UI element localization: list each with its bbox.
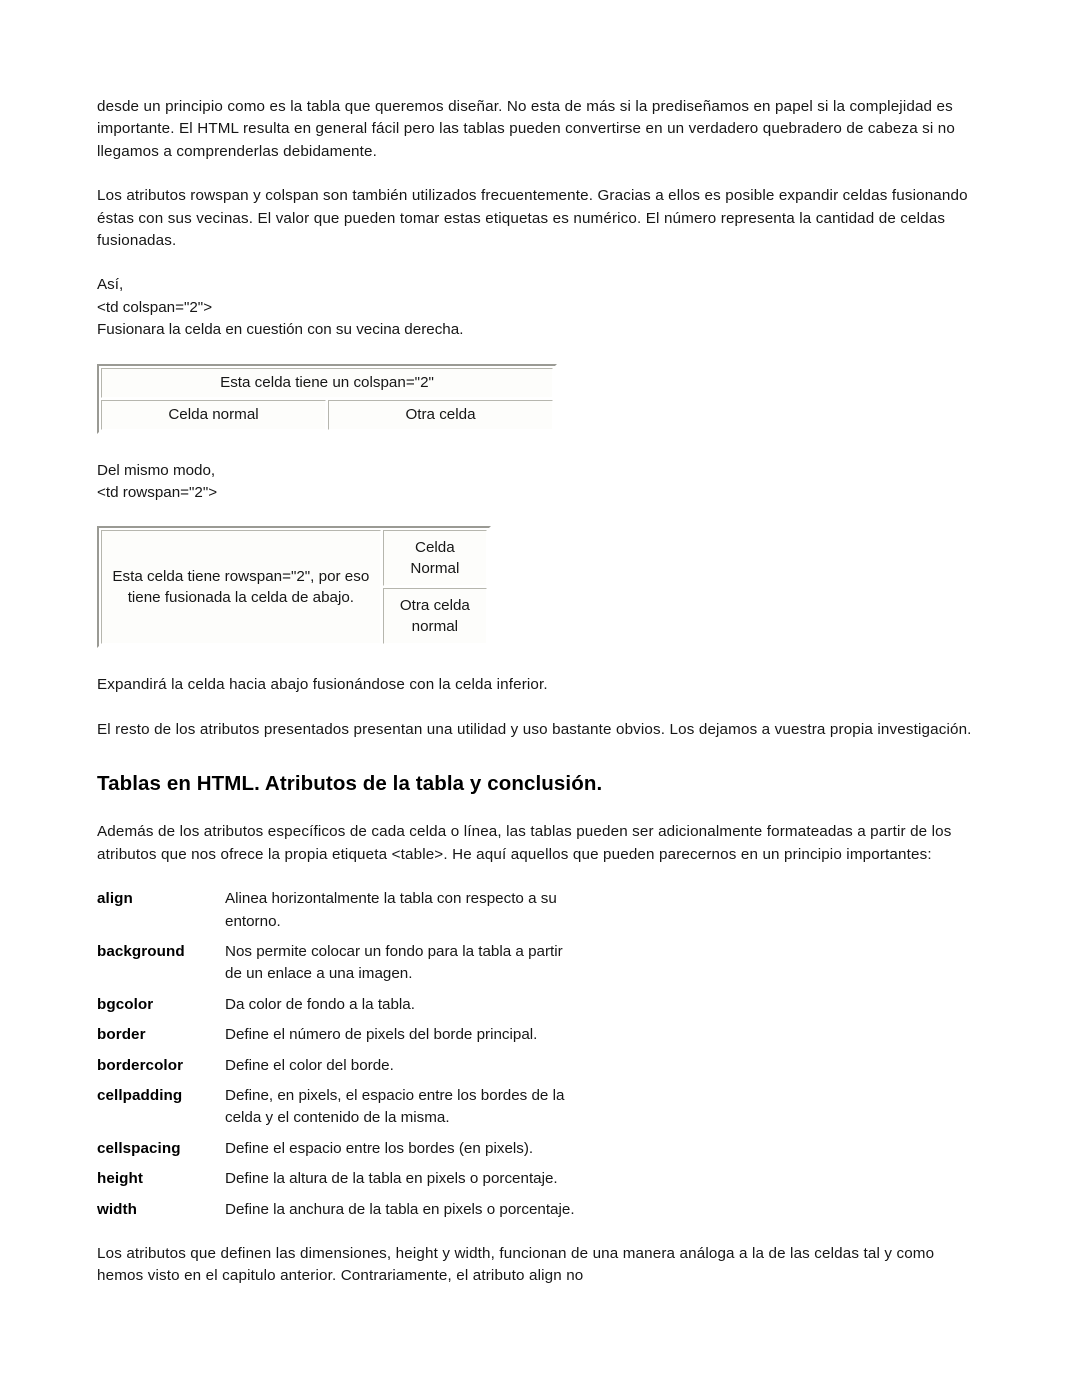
colspan-cell-left: Celda normal xyxy=(101,400,326,430)
paragraph-expandira: Expandirá la celda hacia abajo fusionándose con la celda inferior. xyxy=(97,676,548,694)
attribute-definition-line-2: de un enlace a una imagen. xyxy=(225,965,413,983)
attribute-row xyxy=(97,1138,988,1160)
attribute-definition xyxy=(225,1024,537,1046)
rowspan-merged-line-2: por eso tiene fusionada la xyxy=(127,568,370,607)
attribute-definition-line-1: Define la altura de la tabla en pixels o porcentaje. xyxy=(225,1170,558,1188)
side-cell-top-line-1: Celda xyxy=(415,539,455,557)
colspan-intro-line-3: Fusionara la celda en cuestión con su vecina derecha. xyxy=(97,321,464,339)
rowspan-intro-line-1: Del mismo modo, xyxy=(97,461,216,479)
colspan-cell-right: Otra celda xyxy=(328,400,553,430)
attribute-definition xyxy=(225,888,557,933)
table-row xyxy=(101,400,553,430)
paragraph-dimensiones: Los atributos que definen las dimensiones, height y width, funcionan de una manera análoga a la de las celdas tal y como hemos visto en el capitulo anterior. Contrariamente, el atributo align no xyxy=(97,1244,935,1285)
attribute-definition xyxy=(225,1168,558,1190)
attribute-row xyxy=(97,941,988,986)
attribute-definition-line-1: Define la anchura de la tabla en pixels o porcentaje. xyxy=(225,1200,575,1218)
attribute-term-background: background xyxy=(97,942,185,960)
colspan-table-wrapper xyxy=(97,364,988,434)
attribute-definition xyxy=(225,994,415,1016)
attribute-definition-line-2: entorno. xyxy=(225,912,281,930)
attribute-definition xyxy=(225,1199,575,1221)
rowspan-code-snippet: <td rowspan="2"> xyxy=(97,484,218,502)
attribute-term-height: height xyxy=(97,1170,144,1188)
attribute-definition-line-1: Define el color del borde. xyxy=(225,1056,394,1074)
attribute-definition-line-2: celda y el contenido de la misma. xyxy=(225,1109,450,1127)
page-title: Tablas en HTML. Atributos de la tabla y conclusión. xyxy=(97,772,603,796)
attribute-row xyxy=(97,1085,988,1130)
paragraph-ademas: Además de los atributos específicos de cada celda o línea, las tablas pueden ser adicionalmente formateadas a partir de los atributos que nos ofrece la propia etiqueta <table>. He aquí aquellos que pueden parecernos en un principio importantes: xyxy=(97,823,952,863)
attribute-row xyxy=(97,1024,988,1046)
colspan-code-snippet: <td colspan="2"> xyxy=(97,298,213,316)
attribute-term-bgcolor: bgcolor xyxy=(97,995,154,1013)
attribute-definition-line-1: Nos permite colocar un fondo para la tabla a partir xyxy=(225,942,563,960)
table-row xyxy=(101,368,553,398)
attribute-definition-line-1: Define el número de pixels del borde principal. xyxy=(225,1026,538,1044)
attribute-term-cellpadding: cellpadding xyxy=(97,1086,183,1104)
attribute-definition-list xyxy=(97,888,988,1221)
side-cell-bottom-line-1: Otra celda xyxy=(399,597,470,615)
colspan-demo-table xyxy=(97,364,557,434)
attribute-row xyxy=(97,888,988,933)
rowspan-merged-line-1: Esta celda tiene rowspan="2", xyxy=(112,568,315,586)
attribute-definition-line-1: Define, en pixels, el espacio entre los bordes de la xyxy=(225,1086,565,1104)
attribute-definition xyxy=(225,1055,394,1077)
table-row xyxy=(101,530,487,586)
attribute-definition-line-1: Define el espacio entre los bordes (en pixels). xyxy=(225,1139,534,1157)
attribute-term-width: width xyxy=(97,1200,138,1218)
rowspan-side-cell-top xyxy=(383,530,487,586)
colspan-intro-line-1: Así, xyxy=(97,276,124,294)
rowspan-table-wrapper xyxy=(97,526,988,648)
paragraph-intro: desde un principio como es la tabla que queremos diseñar. No esta de más si la prediseñamos en papel si la complejidad es importante. El HTML resulta en general fácil pero las tablas pueden convertirse en un verdadero quebradero de cabeza si no llegamos a comprenderlas debidamente. xyxy=(97,98,956,160)
attribute-definition xyxy=(225,1085,564,1130)
paragraph-rowspan-colspan: Los atributos rowspan y colspan son también utilizados frecuentemente. Gracias a ellos es posible expandir celdas fusionando éstas con sus vecinas. El valor que pueden tomar estas etiquetas es numérico. El número representa la cantidad de celdas fusionadas. xyxy=(97,187,968,250)
rowspan-merged-line-3: celda de abajo. xyxy=(250,589,355,607)
attribute-row xyxy=(97,1168,988,1190)
side-cell-bottom-line-2: normal xyxy=(411,618,459,636)
attribute-definition-line-1: Alinea horizontalmente la tabla con respecto a su xyxy=(225,890,557,908)
rowspan-code-intro xyxy=(97,460,988,505)
attribute-row xyxy=(97,1199,988,1221)
attribute-term-border: border xyxy=(97,1026,146,1044)
colspan-code-intro xyxy=(97,274,988,341)
attribute-term-bordercolor: bordercolor xyxy=(97,1056,184,1074)
attribute-definition-line-1: Da color de fondo a la tabla. xyxy=(225,995,415,1013)
attribute-row xyxy=(97,1055,988,1077)
colspan-header-cell: Esta celda tiene un colspan="2" xyxy=(101,368,553,398)
attribute-term-cellspacing: cellspacing xyxy=(97,1139,181,1157)
attribute-term-align: align xyxy=(97,890,133,908)
rowspan-merged-cell xyxy=(101,530,381,644)
side-cell-top-line-2: Normal xyxy=(410,560,460,578)
paragraph-resto-atributos: El resto de los atributos presentados presentan una utilidad y uso bastante obvios. Los dejamos a vuestra propia investigación. xyxy=(97,720,972,738)
attribute-definition xyxy=(225,1138,533,1160)
rowspan-demo-table xyxy=(97,526,491,648)
attribute-definition xyxy=(225,941,563,986)
attribute-row xyxy=(97,994,988,1016)
rowspan-side-cell-bottom xyxy=(383,588,487,644)
